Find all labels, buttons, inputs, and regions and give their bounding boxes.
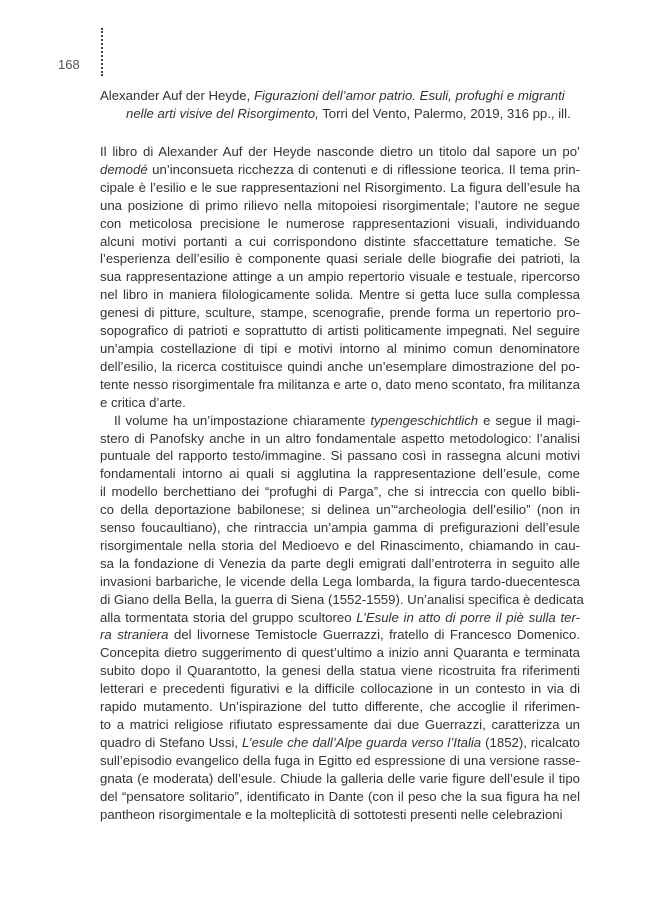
paragraph <box>100 412 584 824</box>
text-segment: pantheon risorgimentale e la molteplicità di sottotesti presenti nelle celebrazioni <box>100 806 563 822</box>
text-line <box>100 286 580 304</box>
text-line <box>100 626 580 644</box>
text-line <box>100 233 580 251</box>
text-segment: invasioni barbariche, le vicende della Lega lombarda, la figura tardo-duecentesca <box>100 573 580 589</box>
citation-title: Figurazioni dell’amor patrio. Esuli, profughi e migranti <box>253 88 565 103</box>
text-segment: genesi di pitture, sculture, stampe, scenografie, prende forma un repertorio pro- <box>100 305 580 321</box>
italic-text: L’esule che dall’Alpe guarda verso l’Italia <box>242 734 482 750</box>
text-line <box>100 304 580 322</box>
text-segment: con meticolosa precisione le numerose rappresentazioni visuali, individuando <box>100 215 580 231</box>
text-segment: sua rappresentazione attinge a un ampio repertorio visuale e testuale, ripercorso <box>100 269 580 285</box>
text-segment: risorgimentale nella storia del Medioevo e del Rinascimento, chiamando in cau- <box>100 537 580 553</box>
text-segment: Il volume ha un’impostazione chiaramente <box>114 412 371 428</box>
text-line <box>100 501 580 519</box>
text-segment: rapido mutamento. Un’ispirazione del tutto differente, che accoglie il riferimen- <box>100 699 580 715</box>
text-line <box>100 268 580 286</box>
text-line <box>100 716 580 734</box>
text-line <box>100 555 580 573</box>
citation-line-1 <box>100 87 597 105</box>
text-segment: stero di Panofsky anche in un altro fondamentale aspetto metodologico: l’analisi <box>100 430 580 446</box>
text-line <box>100 465 580 483</box>
text-segment: del “pensatore solitario”, identificato in Dante (con il peso che la sua figura ha nel <box>100 788 580 804</box>
text-segment: di Giano della Bella, la guerra di Siena (1552-1559). Un’analisi specifica è dedicata <box>100 591 584 607</box>
text-segment: e critica d’arte. <box>100 394 186 410</box>
text-line <box>100 430 580 448</box>
citation-title-continued: nelle arti visive del Risorgimento, <box>126 106 319 121</box>
text-line <box>100 447 580 465</box>
text-line <box>100 644 580 662</box>
text-segment: e segue il magi- <box>478 412 580 428</box>
text-segment: un’inconsueta ricchezza di contenuti e di riflessione teorica. Il tema prin- <box>147 161 580 177</box>
text-segment: gnata (e moderata) dell’esule. Chiude la galleria delle varie figure dell’esule il tipo <box>100 770 580 786</box>
text-segment: fondamentali intorno ai quali si agglutina la rappresentazione dell’esule, come <box>100 466 580 482</box>
text-line <box>100 215 580 233</box>
italic-text: ra straniera <box>100 627 169 643</box>
text-segment: sull’episodio evangelico della fuga in Egitto ed espressione di una versione rasse- <box>100 752 580 768</box>
citation-line-2 <box>100 105 597 123</box>
text-line <box>100 197 580 215</box>
text-segment: il modello berchettiano dei “profughi di Parga”, che si intreccia con quello bibli- <box>100 484 580 500</box>
text-segment: sa la fondazione di Venezia da parte degli emigrati dall’entroterra in seguito alle <box>100 555 580 571</box>
text-line <box>100 680 580 698</box>
text-segment: del livornese Temistocle Guerrazzi, fratello di Francesco Domenico. <box>168 627 580 643</box>
citation-publisher: Torri del Vento, Palermo, 2019, 316 pp., ill. <box>318 106 571 121</box>
text-segment: to a matrici religiose rifiutato espressamente dai due Guerrazzi, caratterizza un <box>100 717 580 732</box>
text-segment: quadro di Stefano Ussi, <box>100 734 243 750</box>
paragraph <box>100 143 580 412</box>
italic-text: typengeschichtlich <box>370 412 479 428</box>
text-segment: cipale è l’esilio e le sue rappresentazioni nel Risorgimento. La figura dell’esule ha <box>100 179 580 195</box>
text-segment: Il libro di Alexander Auf der Heyde nasconde dietro un titolo dal sapore un po’ <box>100 144 580 159</box>
text-line <box>100 573 580 591</box>
text-line <box>100 591 584 609</box>
text-line <box>100 519 580 537</box>
text-line <box>100 734 580 752</box>
text-segment: letterari e precedenti figurativi e la difficile collocazione in un contesto in via di <box>100 681 580 697</box>
book-citation <box>100 87 597 123</box>
text-segment: un’ampia costellazione di tipi e motivi intorno al minimo comun denominatore <box>100 340 580 356</box>
text-line <box>100 788 580 806</box>
text-line <box>100 358 580 376</box>
text-line <box>100 394 580 412</box>
text-segment: sopografico di patrioti e soprattutto di artisti politicamente impegnati. Nel seguire <box>100 323 580 339</box>
text-line <box>100 340 580 358</box>
italic-text: demodé <box>100 161 148 177</box>
text-line <box>100 483 580 501</box>
text-segment: puntuale del rapporto testo/immagine. Si passano così in rassegna alcuni motivi <box>100 448 580 464</box>
text-line <box>100 143 580 161</box>
text-segment: nel libro in maniera filologicamente solida. Mentre si getta luce sulla complessa <box>100 287 580 303</box>
review-body-text <box>100 143 584 823</box>
text-segment: dell’esilio, la ricerca costituisce quindi anche un’esemplare dimostrazione del po- <box>100 358 580 374</box>
text-line <box>100 161 580 179</box>
text-segment: Concepita dietro suggerimento di quest’ultimo a inizio anni Quaranta e terminata <box>100 645 580 661</box>
text-line <box>100 752 580 770</box>
text-segment: subito dopo il Quarantotto, la genesi della statua viene ricostruita fra riferimenti <box>100 663 580 679</box>
text-segment: (1852), ricalcato <box>481 734 581 750</box>
text-line <box>100 412 580 430</box>
text-segment: una posizione di primo rilievo nella mitopoiesi risorgimentale; l’autore ne segue <box>100 197 580 213</box>
text-line <box>100 609 580 627</box>
text-line <box>100 322 580 340</box>
text-line <box>100 662 580 680</box>
text-line <box>100 250 580 268</box>
text-segment: senso foucaultiano), che rintraccia un’ampia gamma di prefigurazioni dell’esule <box>100 520 580 536</box>
text-line <box>100 698 580 716</box>
page-number: 168 <box>58 57 80 72</box>
text-segment: co della deportazione babilonese; si delinea un’“archeologia dell’esilio” (non in <box>100 502 580 518</box>
text-segment: alla tormentata storia del gruppo scultoreo <box>100 609 357 625</box>
text-line <box>100 179 580 197</box>
text-line <box>100 770 580 788</box>
text-line <box>100 537 580 555</box>
text-segment: tente nesso risorgimentale fra militanza e arte o, dato meno scontato, fra militanza <box>100 376 580 392</box>
text-segment: alcuni motivi portanti a cui corrispondono distinte sfaccettature tematiche. Se <box>100 233 580 249</box>
text-line <box>100 376 580 394</box>
italic-text: L’Esule in atto di porre il piè sulla ter- <box>356 609 580 625</box>
text-line <box>100 806 580 824</box>
citation-author: Alexander Auf der Heyde, <box>100 88 254 103</box>
text-segment: l’esperienza dell’esilio è componente quasi seriale delle biografie dei patrioti, la <box>100 251 580 267</box>
margin-dotted-rule <box>101 28 103 76</box>
